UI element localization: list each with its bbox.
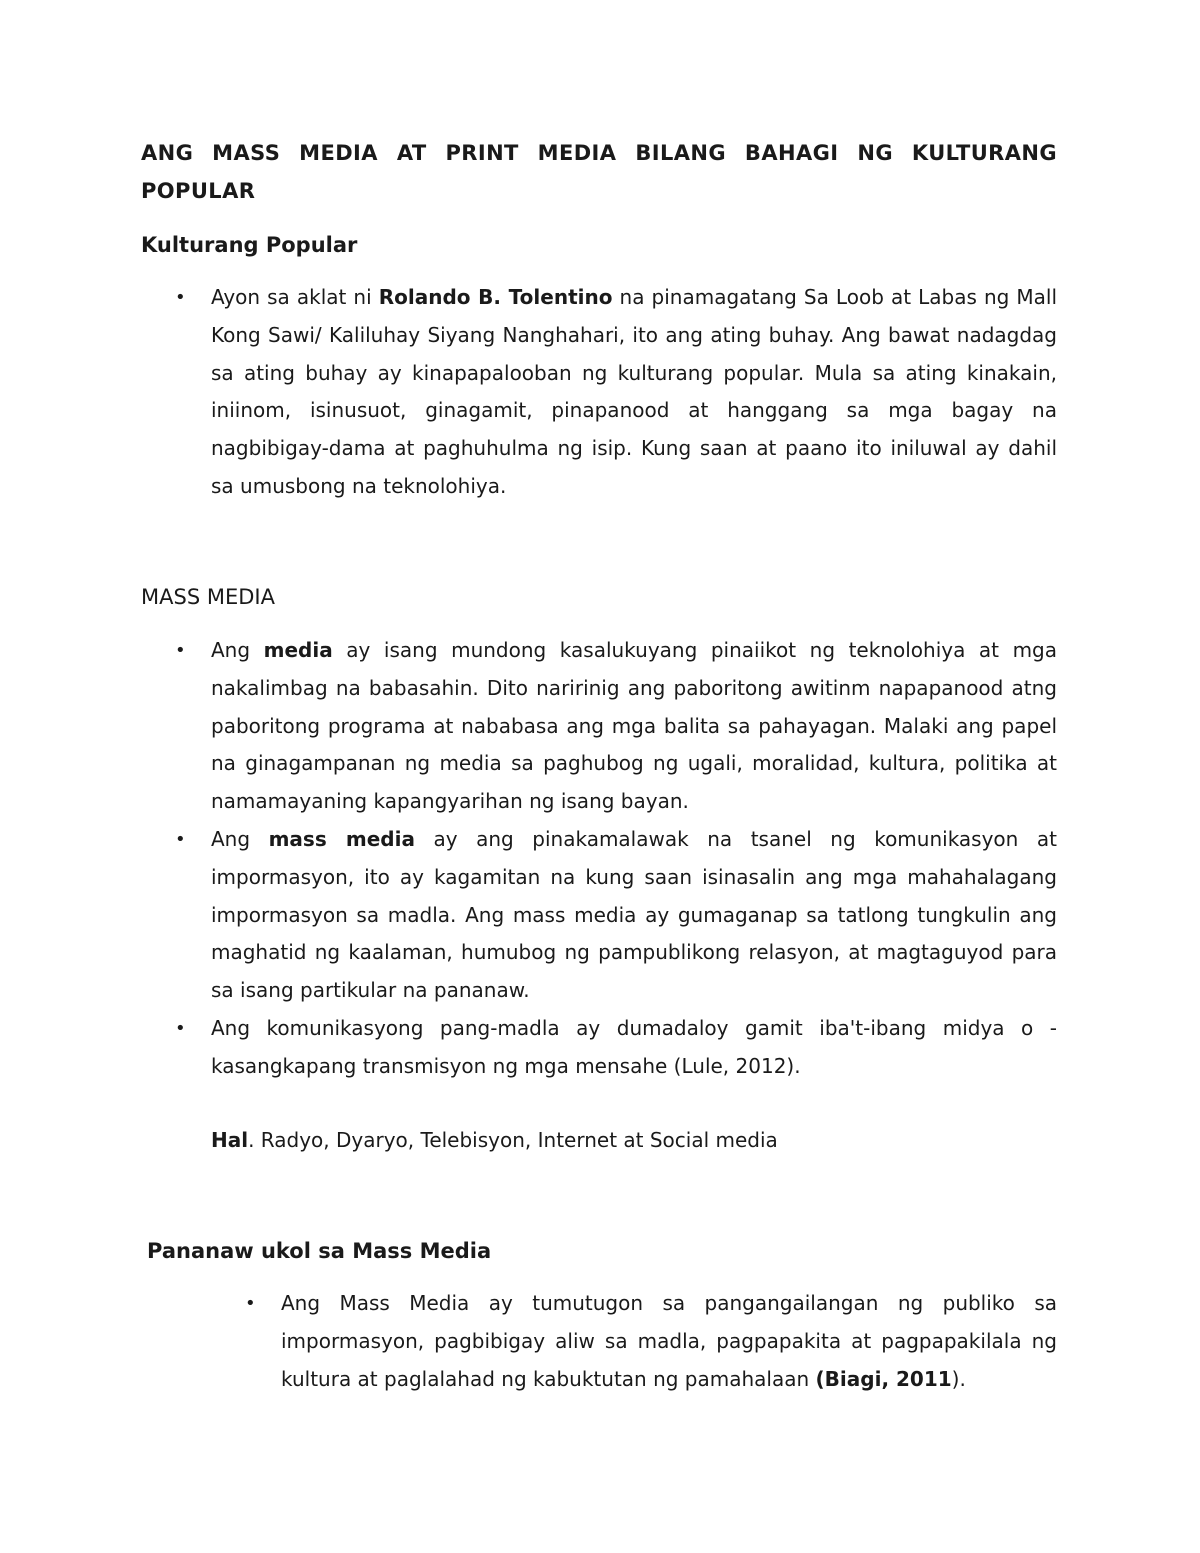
pananaw-list bbox=[211, 1285, 1057, 1398]
examples-label: Hal bbox=[211, 1128, 249, 1152]
list-item bbox=[141, 821, 1057, 1010]
bullet-icon: • bbox=[245, 1293, 256, 1314]
kulturang-popular-list bbox=[141, 279, 1057, 506]
bullet-icon: • bbox=[175, 1017, 186, 1039]
section-heading-kulturang-popular: Kulturang Popular bbox=[141, 233, 358, 257]
author-name: Rolando B. Tolentino bbox=[378, 285, 613, 309]
list-item-text: Ang bbox=[211, 826, 269, 851]
list-item bbox=[141, 1010, 1057, 1086]
bullet-icon: • bbox=[175, 640, 186, 661]
examples-text: . Radyo, Dyaryo, Telebisyon, Internet at Social media bbox=[248, 1128, 778, 1152]
term-media: media bbox=[263, 638, 333, 662]
section-heading-mass-media: MASS MEDIA bbox=[141, 585, 275, 609]
list-item-text: Ang bbox=[211, 638, 264, 662]
section-heading-pananaw: Pananaw ukol sa Mass Media bbox=[147, 1239, 492, 1263]
list-item-text: na pinamagatang Sa Loob at Labas ng Mall Kong Sawi/ Kaliluhay Siyang Nanghahari, ito ang ating buhay. Ang bawat nadagdag sa ating buhay ay kinapapalooban ng kulturang popular. Mula sa ating kinakain, iniinom, isinusuot, ginagamit, pinapanood at hanggang sa mga bagay na nagbibigay-dama at paghuhulma ng isip. Kung saan at paano ito iniluwal ay dahil sa umusbong na teknolohiya. bbox=[211, 285, 1057, 498]
citation: (Biagi, 2011 bbox=[815, 1366, 952, 1391]
list-item-text: Ang komunikasyong pang-madla ay dumadaloy gamit iba't-ibang midya o -kasangkapang transmisyon ng mga mensahe (Lule, 2012). bbox=[211, 1015, 1057, 1078]
list-item-text: Ang Mass Media ay tumutugon sa pangangailangan ng publiko sa impormasyon, pagbibigay aliw sa madla, pagpapakita at pagpapakilala ng kultura at paglalahad ng kabuktutan ng pamahalaan bbox=[281, 1291, 1057, 1391]
list-item bbox=[141, 279, 1057, 506]
list-item-text: ay ang pinakamalawak na tsanel ng komunikasyon at impormasyon, ito ay kagamitan na kung saan isinasalin ang mga mahahalagang impormasyon sa madla. Ang mass media ay gumaganap sa tatlong tungkulin ang maghatid ng kaalaman, humubog ng pampublikong relasyon, at magtaguyod para sa isang partikular na pananaw. bbox=[211, 826, 1057, 1003]
document-title: ANG MASS MEDIA AT PRINT MEDIA BILANG BAHAGI NG KULTURANG POPULAR bbox=[141, 141, 1057, 203]
list-item-text: ay isang mundong kasalukuyang pinaiikot ng teknolohiya at mga nakalimbag na babasahin. Dito naririnig ang paboritong awitinm napapanood atng paboritong programa at nababasa ang mga balita sa pahayagan. Malaki ang papel na ginagampanan ng media sa paghubog ng ugali, moralidad, kultura, politika at namamayaning kapangyarihan ng isang bayan. bbox=[211, 638, 1057, 814]
bullet-icon: • bbox=[175, 828, 186, 850]
mass-media-list bbox=[141, 632, 1057, 1086]
list-item bbox=[141, 632, 1057, 821]
list-item bbox=[211, 1285, 1057, 1398]
list-item-text: Ayon sa aklat ni bbox=[211, 285, 379, 309]
term-mass-media: mass media bbox=[268, 826, 415, 851]
list-item-text: ). bbox=[951, 1366, 966, 1391]
examples-line bbox=[211, 1123, 778, 1157]
bullet-icon: • bbox=[175, 287, 186, 308]
